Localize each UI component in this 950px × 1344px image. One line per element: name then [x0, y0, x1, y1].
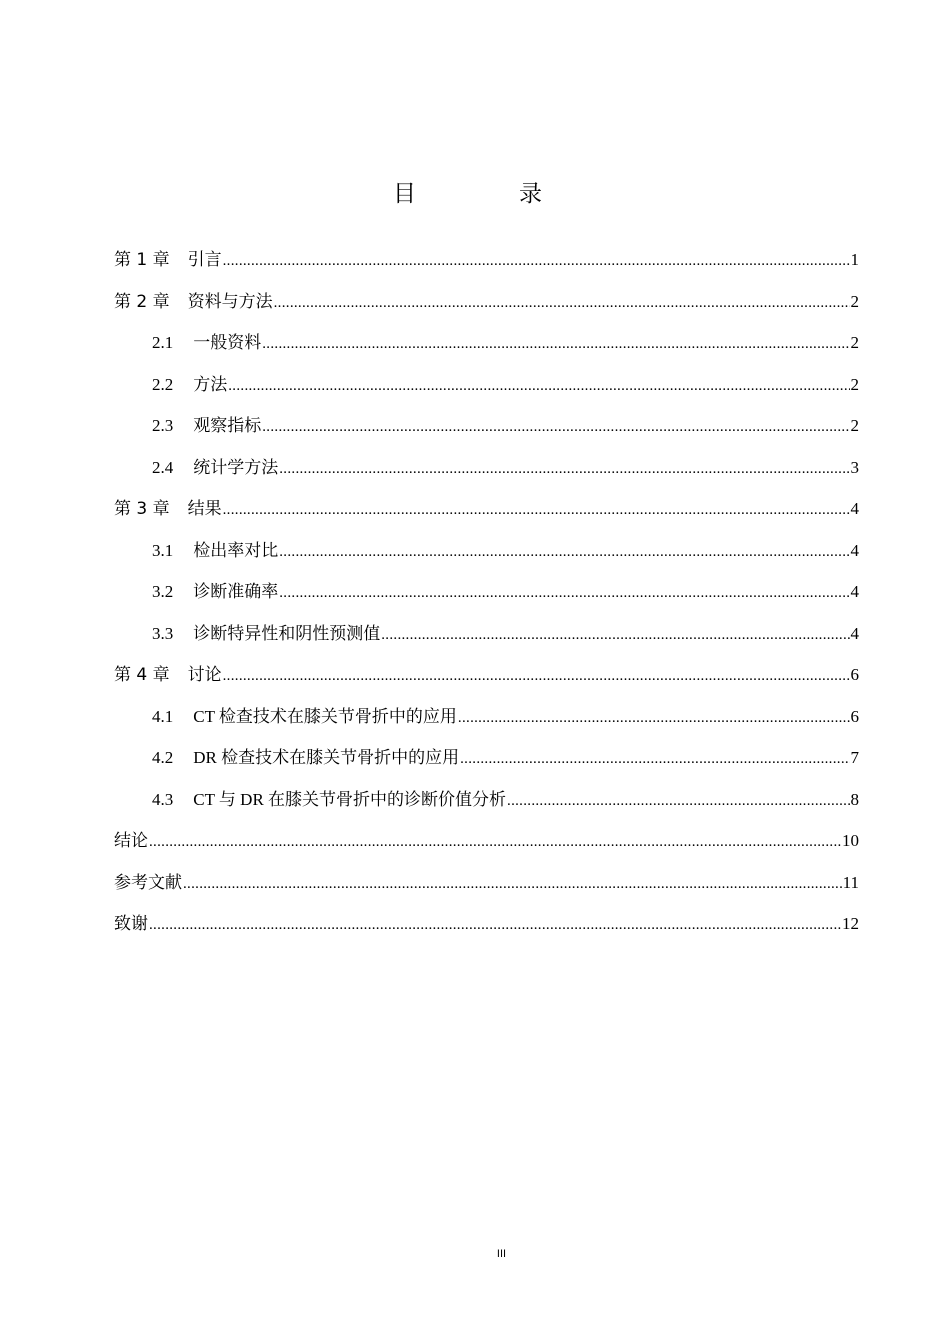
dot-leader — [262, 412, 849, 442]
dot-leader — [223, 246, 850, 276]
toc-entry-label: 检出率对比 — [193, 540, 279, 560]
toc-entry[interactable] — [114, 411, 859, 453]
toc-entry-label: 结果 — [187, 499, 222, 519]
toc-entry-page: 4 — [850, 582, 859, 601]
toc-entry[interactable] — [114, 619, 859, 661]
toc-entry-page: 10 — [842, 831, 859, 850]
toc-entry-number: 3.2 — [152, 582, 174, 601]
toc-entry-label: 致谢 — [114, 914, 148, 934]
toc-entry-page: 1 — [850, 250, 859, 269]
toc-entry[interactable] — [114, 909, 859, 951]
toc-entry-page: 3 — [850, 457, 859, 477]
dot-leader — [149, 827, 841, 857]
toc-entry-label: 诊断特异性和阴性预测值 — [193, 623, 381, 643]
toc-entry[interactable] — [114, 453, 859, 495]
toc-entry-label: 诊断准确率 — [193, 582, 279, 601]
dot-leader — [381, 620, 849, 650]
page-title: 目 录 — [393, 181, 582, 207]
toc-entry-page: 8 — [850, 789, 859, 809]
dot-leader — [228, 371, 849, 401]
dot-leader — [149, 910, 841, 940]
dot-leader — [183, 869, 842, 899]
toc-entry-number: 2.2 — [152, 374, 174, 394]
dot-leader — [279, 578, 849, 608]
toc-entry-label: 参考文献 — [114, 872, 182, 893]
dot-leader — [279, 537, 849, 567]
toc-entry-number: 4.1 — [152, 706, 174, 726]
toc-entry-page: 12 — [842, 914, 859, 933]
toc-entry-number: 2.4 — [152, 457, 174, 477]
toc-entry-label: 观察指标 — [193, 416, 262, 435]
toc-entry-label: 引言 — [187, 250, 222, 270]
toc-entry-number: 3.1 — [152, 540, 174, 560]
dot-leader — [460, 744, 849, 774]
toc-entry-label: 讨论 — [187, 665, 222, 685]
toc-entry-page: 2 — [850, 416, 859, 435]
toc-entry[interactable] — [114, 743, 859, 785]
page-footer-number: III — [496, 1248, 507, 1260]
toc-entry-page: 7 — [850, 748, 859, 767]
dot-leader — [223, 495, 850, 525]
toc-entry-page: 4 — [850, 499, 859, 518]
toc-entry-label: CT 检查技术在膝关节骨折中的应用 — [193, 706, 457, 726]
toc-entry-label: 统计学方法 — [193, 457, 279, 477]
dot-leader — [507, 786, 849, 816]
toc-entry-label: DR 检查技术在膝关节骨折中的应用 — [193, 748, 460, 767]
toc-entry[interactable] — [114, 494, 859, 536]
toc-entry[interactable] — [114, 577, 859, 619]
toc-entry-label: 一般资料 — [193, 333, 262, 352]
toc-entry-page: 4 — [850, 540, 859, 560]
toc-entry-label: 资料与方法 — [187, 291, 273, 312]
toc-entry-number: 2.3 — [152, 416, 174, 435]
toc-entry-label: 方法 — [193, 374, 228, 394]
toc-entry[interactable] — [114, 785, 859, 827]
toc-entry-page: 6 — [850, 706, 859, 726]
toc-entry[interactable] — [114, 702, 859, 744]
toc-entry-number: 3.3 — [152, 623, 174, 643]
toc-entry-page: 11 — [842, 872, 859, 892]
dot-leader — [279, 454, 849, 484]
toc-entry-page: 2 — [850, 291, 859, 311]
toc-entry-number: 第 4 章 — [114, 665, 170, 685]
toc-entry-number: 第 1 章 — [114, 250, 170, 270]
toc-entry[interactable] — [114, 245, 859, 287]
toc-entry[interactable] — [114, 868, 859, 910]
toc-entry-label: 结论 — [114, 831, 148, 851]
toc-entry[interactable] — [114, 328, 859, 370]
dot-leader — [458, 703, 850, 733]
dot-leader — [223, 661, 850, 691]
toc-entry[interactable] — [114, 826, 859, 868]
toc-entry-number: 第 3 章 — [114, 499, 170, 519]
toc-entry-page: 2 — [850, 333, 859, 352]
toc-entry-number: 2.1 — [152, 333, 174, 352]
toc-entry-page: 6 — [850, 665, 859, 684]
toc-entry[interactable] — [114, 370, 859, 412]
toc-entry[interactable] — [114, 660, 859, 702]
toc-entry-number: 4.3 — [152, 789, 174, 809]
table-of-contents — [114, 245, 859, 951]
toc-entry-number: 第 2 章 — [114, 291, 170, 312]
toc-entry[interactable] — [114, 287, 859, 329]
toc-entry-page: 4 — [850, 623, 859, 643]
toc-entry[interactable] — [114, 536, 859, 578]
dot-leader — [274, 288, 850, 318]
toc-entry-number: 4.2 — [152, 748, 174, 767]
dot-leader — [262, 329, 849, 359]
toc-entry-label: CT 与 DR 在膝关节骨折中的诊断价值分析 — [193, 789, 507, 809]
toc-entry-page: 2 — [850, 374, 859, 394]
